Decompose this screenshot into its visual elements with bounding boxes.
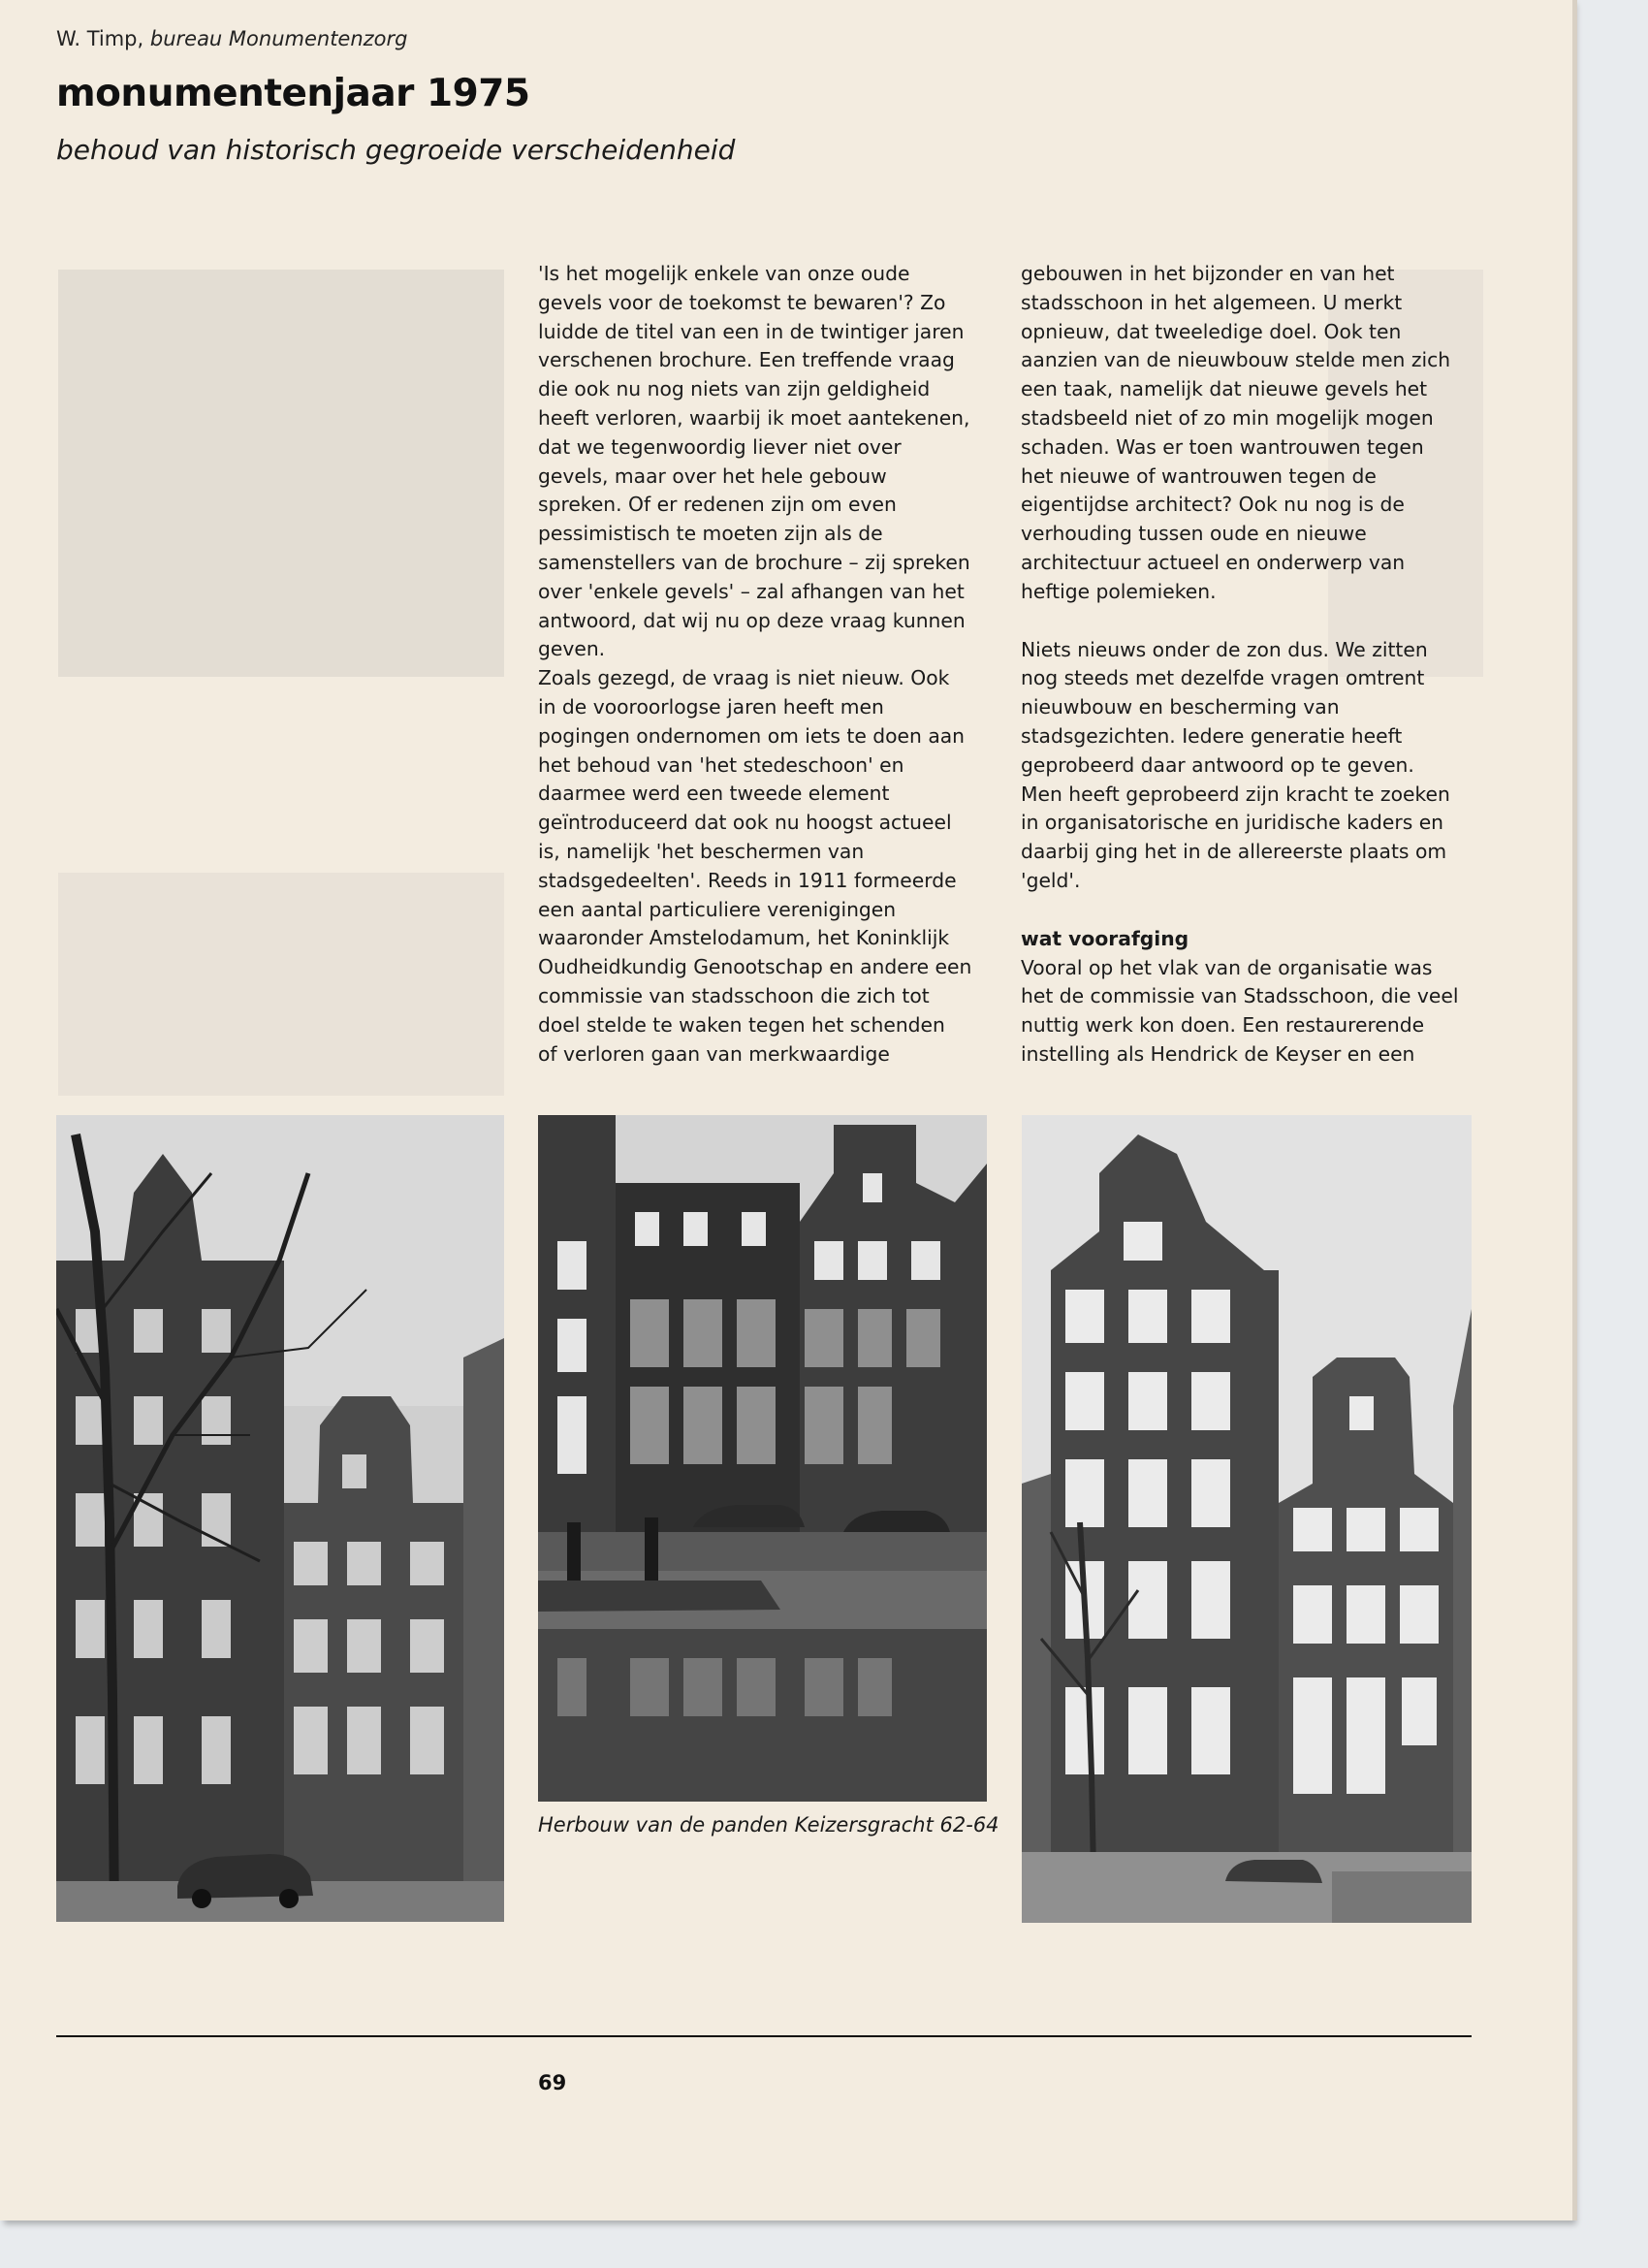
photo-canal-houses-right-image <box>1022 1115 1472 1923</box>
text-line: aanzien van de nieuwbouw stelde men zich <box>1021 348 1451 372</box>
text-column-3 <box>1021 260 1481 1070</box>
paragraph-gap <box>1021 896 1481 925</box>
text-line: stadsgedeelten'. Reeds in 1911 formeerde <box>538 868 957 892</box>
body-paragraph <box>538 260 998 1069</box>
text-line: commissie van stadsschoon die zich tot <box>538 983 930 1007</box>
text-line: stadsschoon in het algemeen. U merkt <box>1021 290 1403 314</box>
text-line: gevels voor de toekomst te bewaren'? Zo <box>538 290 946 314</box>
text-line: opnieuw, dat tweeledige doel. Ook ten <box>1021 319 1402 343</box>
photo-canal-houses-left-image <box>56 1115 504 1922</box>
text-line: is, namelijk 'het beschermen van <box>538 839 865 863</box>
text-line: verschenen brochure. Een treffende vraag <box>538 348 955 372</box>
footer-rule <box>56 2035 1472 2037</box>
text-line: spreken. Of er redenen zijn om even <box>538 493 897 517</box>
text-line: een taak, namelijk dat nieuwe gevels het <box>1021 377 1428 401</box>
text-line: schaden. Was er toen wantrouwen tegen <box>1021 434 1424 459</box>
text-line: daarmee werd een tweede element <box>538 782 890 806</box>
text-line: pogingen ondernomen om iets te doen aan <box>538 723 966 748</box>
text-line: stadsgezichten. Iedere generatie heeft <box>1021 723 1403 748</box>
text-line: gebouwen in het bijzonder en van het <box>1021 262 1395 285</box>
text-line: samenstellers van de brochure – zij spreken <box>538 550 970 574</box>
text-line: een aantal particuliere verenigingen <box>538 897 897 921</box>
text-line: Oudheidkundig Genootschap en andere een <box>538 955 972 979</box>
text-line: nuttig werk kon doen. Een restaurerende <box>1021 1013 1425 1038</box>
article-subtitle: behoud van historisch gegroeide verscheidenheid <box>56 134 736 166</box>
author: W. Timp, <box>56 27 144 50</box>
byline <box>56 27 408 50</box>
text-line: in de vooroorlogse jaren heeft men <box>538 694 884 719</box>
text-line: of verloren gaan van merkwaardige <box>538 1041 890 1066</box>
text-line: heeft verloren, waarbij ik moet aantekenen, <box>538 405 970 430</box>
body-paragraph <box>1021 636 1481 896</box>
text-line: Men heeft geprobeerd zijn kracht te zoeken <box>1021 782 1450 806</box>
paragraph-gap <box>1021 607 1481 636</box>
page-edge <box>1572 0 1577 2220</box>
text-line: in organisatorische en juridische kaders en <box>1021 811 1444 835</box>
text-line: 'geld'. <box>1021 868 1081 892</box>
page-number: 69 <box>538 2071 567 2094</box>
text-line: doel stelde te waken tegen het schenden <box>538 1012 945 1037</box>
article-title: monumentenjaar 1975 <box>56 72 530 115</box>
text-line: nieuwbouw en bescherming van <box>1021 695 1340 719</box>
text-column-2 <box>538 260 998 1069</box>
show-through-image <box>58 873 504 1096</box>
body-paragraph <box>1021 260 1481 607</box>
text-line: het behoud van 'het stedeschoon' en <box>538 752 904 777</box>
text-line: heftige polemieken. <box>1021 579 1217 603</box>
text-line: verhouding tussen oude en nieuwe <box>1021 522 1367 546</box>
photo-keizersgracht-rebuild-image <box>538 1115 987 1802</box>
text-line: instelling als Hendrick de Keyser en een <box>1021 1041 1415 1066</box>
text-line: antwoord, dat wij nu op deze vraag kunnen <box>538 608 966 632</box>
text-line: waaronder Amstelodamum, het Koninklijk <box>538 926 950 950</box>
photo-caption: Herbouw van de panden Keizersgracht 62-64 <box>538 1813 999 1837</box>
text-line: nog steeds met dezelfde vragen omtrent <box>1021 666 1425 690</box>
section-heading: wat voorafging <box>1021 926 1189 950</box>
text-line: stadsbeeld niet of zo min mogelijk mogen <box>1021 405 1434 430</box>
photo-canal-houses-left <box>56 1115 504 1922</box>
text-line: Niets nieuws onder de zon dus. We zitten <box>1021 637 1428 661</box>
text-line: geven. <box>538 637 606 661</box>
text-line: het de commissie van Stadsschoon, die veel <box>1021 984 1459 1008</box>
text-line: geprobeerd daar antwoord op te geven. <box>1021 752 1414 777</box>
show-through-image <box>58 270 504 677</box>
text-line: eigentijdse architect? Ook nu nog is de <box>1021 493 1405 517</box>
department: bureau Monumentenzorg <box>149 27 408 50</box>
text-line: Vooral op het vlak van de organisatie was <box>1021 955 1433 979</box>
photo-canal-houses-right <box>1022 1115 1472 1923</box>
text-line: het nieuwe of wantrouwen tegen de <box>1021 463 1377 488</box>
text-line: architectuur actueel en onderwerp van <box>1021 550 1406 574</box>
text-line: 'Is het mogelijk enkele van onze oude <box>538 262 910 285</box>
text-line: die ook nu nog niets van zijn geldigheid <box>538 377 931 401</box>
text-line: daarbij ging het in de allereerste plaats om <box>1021 840 1447 864</box>
text-line: dat we tegenwoordig liever niet over <box>538 434 902 459</box>
text-line: pessimistisch te moeten zijn als de <box>538 522 883 546</box>
text-line: gevels, maar over het hele gebouw <box>538 463 887 488</box>
text-line: over 'enkele gevels' – zal afhangen van het <box>538 579 965 603</box>
body-paragraph <box>1021 954 1481 1070</box>
text-line: Zoals gezegd, de vraag is niet nieuw. Ook <box>538 666 950 690</box>
text-line: geïntroduceerd dat ook nu hoogst actueel <box>538 811 952 835</box>
photo-keizersgracht-rebuild <box>538 1115 987 1802</box>
text-line: luidde de titel van een in de twintiger jaren <box>538 319 965 343</box>
